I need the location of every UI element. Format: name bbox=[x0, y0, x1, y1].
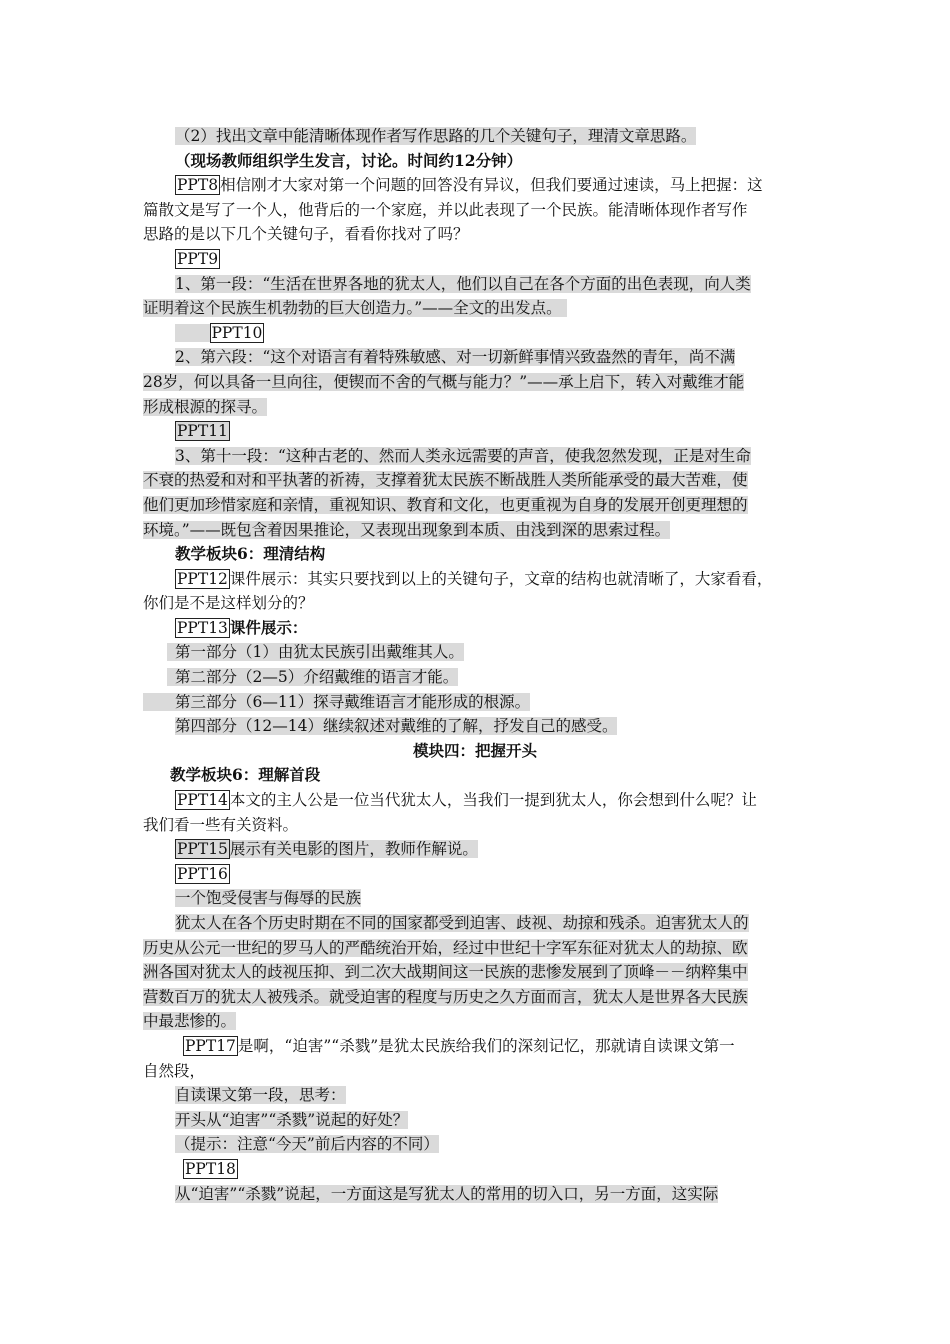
ppt-line: PPT13 课件展示： bbox=[177, 617, 308, 637]
text-line: 从“迫害”“杀戮”说起，一方面这是写犹太人的常用的切入口，另一方面，这实际 bbox=[175, 1184, 719, 1203]
ppt-line bbox=[143, 247, 807, 272]
ppt-label: PPT15 bbox=[177, 840, 228, 859]
text-line: 思路的是以下几个关键句子，看看你找对了吗？ bbox=[143, 225, 469, 244]
ppt-label: PPT9 bbox=[177, 249, 219, 268]
ppt-label: PPT13 bbox=[177, 618, 228, 637]
text-line: 洲各国对犹太人的歧视压抑、到二次大战期间这一民族的悲惨发展到了顶峰－－纳粹集中 bbox=[143, 963, 748, 982]
text-line: 不衰的热爱和对和平执著的祈祷，支撑着犹太民族不断战胜人类所能承受的最大苦难，使 bbox=[143, 471, 748, 490]
text-line: 环境。”——既包含着因果推论，又表现出现象到本质、由浅到深的思索过程。 bbox=[143, 520, 671, 539]
text-line: 28岁，何以具备一旦向往，便锲而不舍的气概与能力？”——承上启下，转入对戴维才能 bbox=[143, 372, 745, 391]
structure-part-4: 第四部分（12—14）继续叙述对戴维的了解，抒发自己的感受。 bbox=[175, 717, 618, 736]
text-line: 形成根源的探寻。 bbox=[143, 397, 268, 416]
text-line: （提示：注意“今天”前后内容的不同） bbox=[175, 1135, 439, 1154]
structure-part-3: 第三部分（6—11）探寻戴维语言才能形成的根源。 bbox=[143, 690, 807, 715]
ppt-label: PPT8 bbox=[177, 176, 219, 195]
paragraph-ppt12: PPT12 课件展示：其实只要找到以上的关键句子，文章的结构也就清晰了，大家看看， bbox=[177, 569, 773, 588]
text-line: 历史从公元一世纪的罗马人的严酷统治开始，经过中世纪十字军东征对犹太人的劫掠、欧 bbox=[143, 938, 748, 957]
text-line: 犹太人在各个历史时期在不同的国家都受到迫害、歧视、劫掠和残杀。迫害犹太人的 bbox=[175, 914, 749, 932]
structure-part-2: 第二部分（2—5）介绍戴维的语言才能。 bbox=[143, 665, 807, 690]
teacher-note: （现场教师组织学生发言，讨论。时间约12分钟） bbox=[175, 150, 523, 170]
text-line: 自读课文第一段，思考： bbox=[175, 1086, 346, 1105]
text-line: 中最悲惨的。 bbox=[143, 1012, 237, 1031]
paragraph-ppt17: PPT17 是啊，“迫害”“杀戮”是犹太民族给我们的深刻记忆，那就请自读课文第一 bbox=[185, 1036, 735, 1055]
text-line: 篇散文是写了一个人，他背后的一个家庭，并以此表现了一个民族。能清晰体现作者写作 bbox=[143, 200, 748, 219]
ppt-label: PPT14 bbox=[177, 791, 228, 810]
text-line: 1、第一段：“生活在世界各地的犹太人，他们以自己在各个方面的出色表现，向人类 bbox=[175, 274, 751, 293]
ppt-line bbox=[143, 321, 807, 346]
text-line: 3、第十一段：“这种古老的、然而人类永远需要的声音，使我忽然发现，正是对生命 bbox=[175, 446, 751, 465]
ppt-line bbox=[143, 862, 807, 887]
text-line: 一个饱受侵害与侮辱的民族 bbox=[175, 889, 362, 908]
paragraph-ppt14: PPT14 本文的主人公是一位当代犹太人，当我们一提到犹太人，你会想到什么呢？让 bbox=[177, 791, 757, 810]
document-body bbox=[143, 124, 807, 1206]
text-line: 他们更加珍惜家庭和亲情，重视知识、教育和文化，也更重视为自身的发展开创更理想的 bbox=[143, 495, 748, 514]
ppt-line bbox=[143, 1157, 807, 1182]
ppt-label: PPT16 bbox=[177, 864, 228, 883]
ppt-label: PPT18 bbox=[185, 1159, 236, 1178]
text-line: 证明着这个民族生机勃勃的巨大创造力。”——全文的出发点。 bbox=[143, 296, 807, 321]
paragraph-ppt8: PPT8 相信刚才大家对第一个问题的回答没有异议，但我们要通过速读，马上把握：这 bbox=[177, 176, 763, 195]
text-line: 2、第六段：“这个对语言有着特殊敏感、对一切新鲜事情兴致盎然的青年，尚不满 bbox=[175, 348, 736, 367]
structure-part-1: 第一部分（1）由犹太民族引出戴维其人。 bbox=[143, 640, 807, 665]
module-heading: 模块四：把握开头 bbox=[412, 740, 537, 760]
section-heading: 教学板块6：理清结构 bbox=[175, 544, 326, 564]
section-heading: 教学板块6：理解首段 bbox=[170, 765, 321, 785]
text-line: 自然段， bbox=[143, 1061, 206, 1080]
ppt-label: PPT17 bbox=[185, 1036, 236, 1055]
text-line: 营数百万的犹太人被残杀。就受迫害的程度与历史之久方面而言，犹太人是世界各大民族 bbox=[143, 987, 748, 1006]
ppt-line bbox=[143, 419, 807, 444]
text-line: 我们看一些有关资料。 bbox=[143, 815, 299, 834]
ppt-label: PPT12 bbox=[177, 569, 228, 588]
text-line: 你们是不是这样划分的？ bbox=[143, 594, 314, 613]
ppt-label: PPT11 bbox=[177, 422, 228, 441]
text-line: 开头从“迫害”“杀戮”说起的好处？ bbox=[175, 1110, 409, 1129]
task-line: （2）找出文章中能清晰体现作者写作思路的几个关键句子，理清文章思路。 bbox=[175, 127, 697, 145]
paragraph-ppt15: PPT15 展示有关电影的图片，教师作解说。 bbox=[177, 840, 478, 859]
ppt-label: PPT10 bbox=[211, 323, 263, 342]
